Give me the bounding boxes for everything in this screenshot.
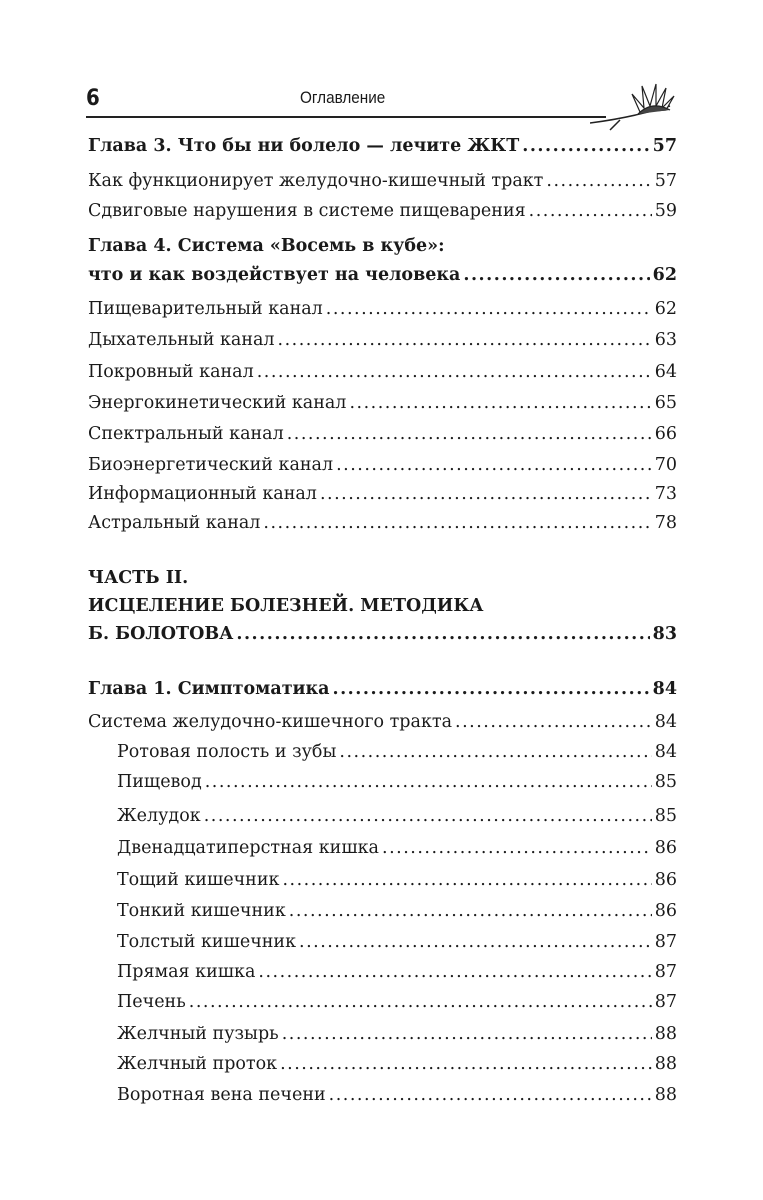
toc-entry[interactable] — [117, 958, 677, 986]
dot-leader — [236, 620, 649, 648]
dot-leader — [529, 197, 652, 225]
toc-entry[interactable] — [88, 358, 677, 386]
entry-title: Двенадцатиперстная кишка — [117, 838, 379, 858]
toc-entry[interactable] — [117, 1050, 677, 1078]
toc-entry[interactable] — [117, 866, 677, 894]
toc-entry[interactable] — [88, 480, 677, 508]
dot-leader — [336, 451, 652, 479]
dot-leader — [289, 897, 652, 925]
entry-title: Энергокинетический канал — [88, 393, 347, 413]
dot-leader — [455, 708, 652, 736]
dot-leader — [333, 675, 650, 703]
entry-title: что и как воздействует на человека — [88, 265, 461, 285]
entry-title: Астральный канал — [88, 513, 261, 533]
dot-leader — [205, 768, 652, 796]
part-title-line: ЧАСТЬ II. — [88, 568, 189, 588]
toc-entry[interactable] — [88, 295, 677, 323]
dot-leader — [282, 866, 651, 894]
dot-leader — [546, 167, 651, 195]
entry-title: Биоэнергетический канал — [88, 455, 334, 475]
toc-entry[interactable] — [88, 620, 677, 648]
dot-leader — [189, 988, 652, 1016]
entry-page: 84 — [652, 679, 677, 699]
page-number: 6 — [86, 86, 100, 111]
entry-title-line: Глава 4. Система «Восемь в кубе»: — [88, 236, 445, 256]
toc-entry[interactable] — [88, 708, 677, 736]
entry-page: 59 — [654, 201, 677, 221]
toc-entry[interactable] — [117, 988, 677, 1016]
dot-leader — [326, 295, 652, 323]
entry-page: 87 — [654, 962, 677, 982]
entry-title: Воротная вена печени — [117, 1085, 326, 1105]
dot-leader — [263, 509, 651, 537]
entry-title: Система желудочно-кишечного тракта — [88, 712, 452, 732]
entry-page: 57 — [652, 136, 677, 156]
dot-leader — [280, 1050, 652, 1078]
toc-entry[interactable] — [88, 389, 677, 417]
dot-leader — [320, 480, 652, 508]
entry-page: 63 — [654, 330, 677, 350]
entry-page: 87 — [654, 932, 677, 952]
toc-entry[interactable] — [88, 167, 677, 195]
entry-title: Желчный проток — [117, 1054, 278, 1074]
entry-page: 85 — [654, 806, 677, 826]
toc-entry[interactable] — [88, 509, 677, 537]
entry-title: Печень — [117, 992, 186, 1012]
header-rule — [86, 116, 606, 118]
entry-page: 65 — [654, 393, 677, 413]
entry-page: 85 — [654, 772, 677, 792]
flower-ornament-icon — [590, 78, 680, 138]
entry-page: 70 — [654, 455, 677, 475]
toc-entry[interactable] — [117, 1020, 677, 1048]
entry-title: Толстый кишечник — [117, 932, 297, 952]
dot-leader — [382, 834, 652, 862]
entry-page: 66 — [654, 424, 677, 444]
toc-entry[interactable] — [117, 738, 677, 766]
entry-title: Информационный канал — [88, 484, 317, 504]
entry-page: 88 — [654, 1085, 677, 1105]
toc-entry[interactable] — [88, 261, 677, 289]
entry-page: 73 — [654, 484, 677, 504]
toc-entry[interactable] — [117, 897, 677, 925]
entry-title: Глава 3. Что бы ни болело — лечите ЖКТ — [88, 136, 520, 156]
entry-page: 83 — [652, 624, 677, 644]
dot-leader — [287, 420, 652, 448]
dot-leader — [204, 802, 652, 830]
dot-leader — [329, 1081, 652, 1109]
toc-entry[interactable] — [88, 451, 677, 479]
entry-page: 86 — [654, 838, 677, 858]
entry-title: Пищевод — [117, 772, 202, 792]
entry-page: 62 — [652, 265, 677, 285]
entry-title: Пищеварительный канал — [88, 299, 323, 319]
entry-title: Глава 1. Симптоматика — [88, 679, 330, 699]
toc-entry[interactable] — [117, 928, 677, 956]
toc-entry[interactable] — [117, 802, 677, 830]
part-title-line: ИСЦЕЛЕНИЕ БОЛЕЗНЕЙ. МЕТОДИКА — [88, 596, 484, 616]
entry-page: 78 — [654, 513, 677, 533]
entry-page: 64 — [654, 362, 677, 382]
entry-page: 57 — [654, 171, 677, 191]
dot-leader — [278, 326, 652, 354]
entry-page: 88 — [654, 1054, 677, 1074]
entry-title: Тощий кишечник — [117, 870, 280, 890]
toc-entry[interactable] — [117, 768, 677, 796]
entry-page: 87 — [654, 992, 677, 1012]
toc-entry[interactable] — [88, 197, 677, 225]
toc-entry[interactable] — [88, 420, 677, 448]
entry-title: Желчный пузырь — [117, 1024, 279, 1044]
entry-title: Покровный канал — [88, 362, 254, 382]
entry-page: 84 — [654, 712, 677, 732]
toc-entry[interactable] — [88, 326, 677, 354]
entry-title: Сдвиговые нарушения в системе пищеварения — [88, 201, 526, 221]
entry-title: Ротовая полость и зубы — [117, 742, 337, 762]
toc-entry[interactable] — [88, 132, 677, 160]
toc-entry[interactable] — [117, 1081, 677, 1109]
entry-title: Желудок — [117, 806, 201, 826]
dot-leader — [349, 389, 651, 417]
entry-page: 86 — [654, 901, 677, 921]
dot-leader — [463, 261, 649, 289]
entry-page: 84 — [654, 742, 677, 762]
entry-page: 62 — [654, 299, 677, 319]
entry-title: Прямая кишка — [117, 962, 256, 982]
dot-leader — [258, 958, 651, 986]
toc-entry[interactable] — [117, 834, 677, 862]
entry-title: Б. БОЛОТОВА — [88, 624, 234, 644]
dot-leader — [299, 928, 652, 956]
entry-title: Тонкий кишечник — [117, 901, 286, 921]
entry-title: Как функционирует желудочно-кишечный тракт — [88, 171, 544, 191]
entry-page: 86 — [654, 870, 677, 890]
dot-leader — [522, 132, 649, 160]
dot-leader — [257, 358, 652, 386]
toc-entry[interactable] — [88, 675, 677, 703]
dot-leader — [339, 738, 651, 766]
dot-leader — [282, 1020, 652, 1048]
entry-title: Спектральный канал — [88, 424, 284, 444]
entry-title: Дыхательный канал — [88, 330, 275, 350]
entry-page: 88 — [654, 1024, 677, 1044]
running-title: Оглавление — [300, 88, 386, 107]
